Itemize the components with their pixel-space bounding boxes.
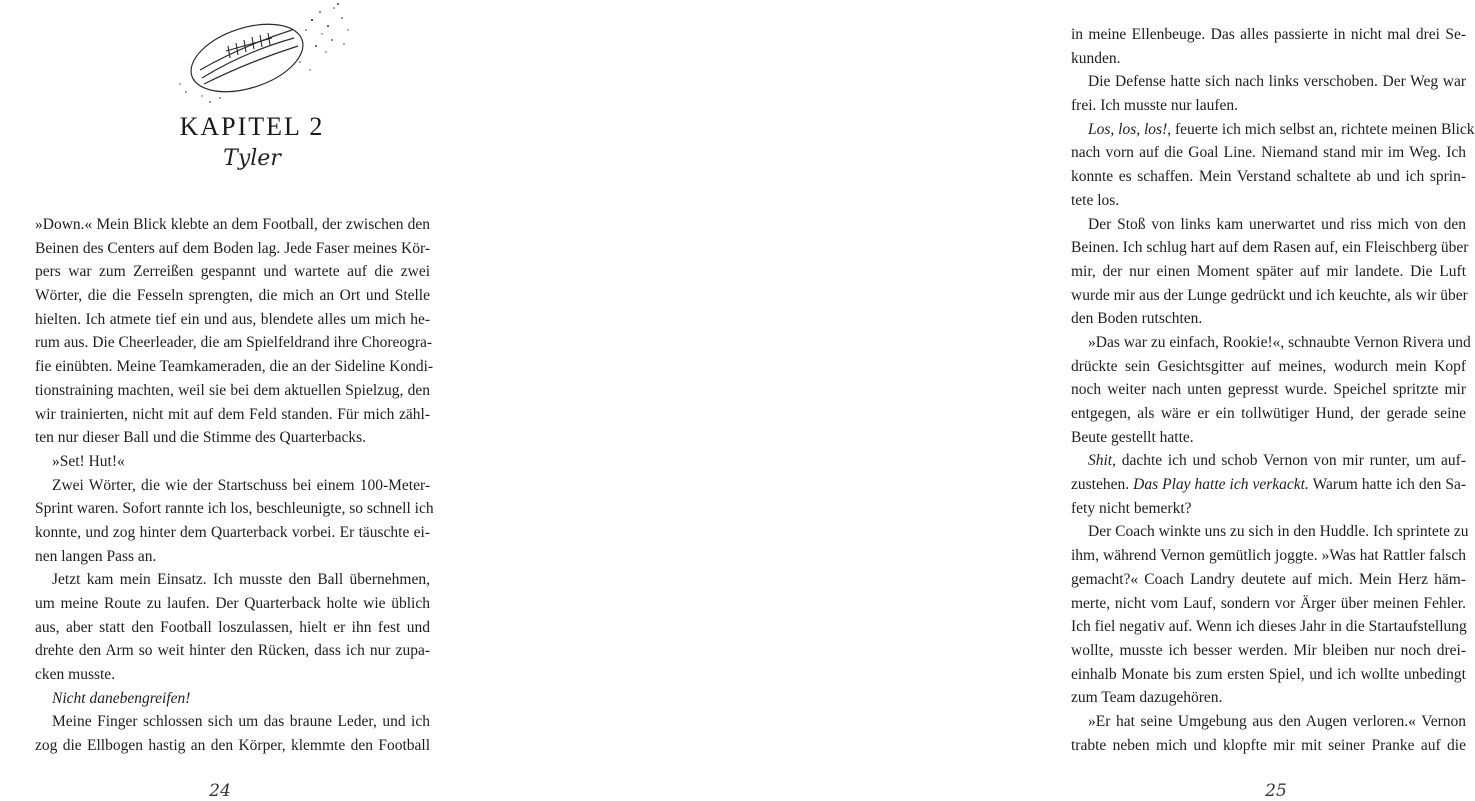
- text-run: , feuerte ich mich selbst an, richtete meinen Blick: [1167, 120, 1475, 138]
- text-line: noch weiter nach unten gepresst wurde. Speichel spritzte mir: [1071, 381, 1466, 399]
- text-line: konnte, und zog hinter dem Quarterback vorbei. Er täuschte ei-: [35, 523, 430, 541]
- text-line: mir, der nur einen Moment später auf mir landete. Die Luft: [1071, 262, 1466, 280]
- text-line: Beute gestellt hatte.: [1071, 428, 1194, 446]
- text-line: zog die Ellbogen hastig an den Körper, klemmte den Football: [35, 737, 430, 755]
- text-line: drehte den Arm so weit hinter den Rücken, dass ich nur zupa-: [35, 642, 430, 660]
- text-line: pers war zum Zerreißen gespannt und wartete auf die zwei: [35, 263, 430, 281]
- page-number: 25: [1265, 781, 1287, 801]
- text-line: gemacht?« Coach Landry deutete auf mich. Mein Herz häm-: [1071, 570, 1466, 588]
- text-line: [1071, 473, 1466, 497]
- text-line: tionstraining machten, weil sie bei dem aktuellen Spielzug, den: [35, 381, 430, 399]
- text-run: , dachte ich und schob Vernon von mir runter, um auf-: [1112, 452, 1466, 470]
- text-line: nach vorn auf die Goal Line. Niemand stand mir im Weg. Ich: [1071, 144, 1466, 162]
- text-line: Der Stoß von links kam unerwartet und riss mich von den: [1088, 215, 1466, 233]
- text-line: Meine Finger schlossen sich um das braune Leder, und ich: [52, 713, 430, 731]
- text-line: um meine Route zu laufen. Der Quarterback holte wie üblich: [35, 595, 430, 612]
- text-line: aus, aber statt den Football loszulassen, hielt er ihn fest und: [35, 618, 430, 636]
- text-run: Warum hatte ich den Sa-: [1308, 476, 1466, 494]
- left-page: [0, 0, 500, 800]
- chapter-title: KAPITEL 2: [179, 112, 325, 141]
- text-line: fie einübten. Meine Teamkameraden, die an der Sideline Kondi-: [35, 358, 434, 376]
- chapter-character-name: Tyler: [223, 146, 281, 171]
- text-line: den Boden rutschten.: [1071, 310, 1203, 328]
- text-run: zustehen.: [1071, 476, 1134, 494]
- left-page-text: [35, 213, 434, 758]
- text-line: frei. Ich musste nur laufen.: [1071, 97, 1238, 115]
- text-line: hielten. Ich atmete tief ein und aus, blendete alles um mich he-: [35, 310, 430, 328]
- text-line: wir trainierten, nicht mit auf dem Feld standen. Für mich zähl-: [35, 405, 430, 423]
- text-line: Ich fiel negativ auf. Wenn ich dieses Jahr in die Startaufstellung: [1071, 618, 1467, 636]
- text-line: Der Coach winkte uns zu sich in den Huddle. Ich sprintete zu: [1088, 523, 1469, 541]
- italic-phrase: Los, los, los!: [1088, 120, 1168, 138]
- text-line: [1071, 118, 1475, 142]
- text-line: cken musste.: [35, 666, 116, 684]
- text-line: ten nur dieser Ball und die Stimme des Quarterbacks.: [35, 429, 367, 447]
- football-illustration-icon: [172, 0, 362, 108]
- text-line: rum aus. Die Cheerleader, die am Spielfeldrand ihre Choreogra-: [35, 334, 433, 352]
- text-line: Zwei Wörter, die wie der Startschuss bei einem 100-Meter-: [52, 476, 430, 494]
- text-line: Wörter, die die Fesseln sprengten, die mich an Ort und Stelle: [35, 287, 430, 305]
- text-line: drückte sein Gesichtsgitter auf meines, wodurch mein Kopf: [1071, 357, 1466, 375]
- text-line: Beinen des Centers auf dem Boden lag. Jede Faser meines Kör-: [35, 239, 430, 257]
- chapter-header: [132, 0, 372, 200]
- text-line: in meine Ellenbeuge. Das alles passierte in nicht mal drei Se-: [1071, 26, 1466, 43]
- right-page: [500, 0, 1475, 801]
- page-number: 24: [209, 781, 231, 801]
- text-line: entgegen, als wäre er ein tollwütiger Hund, der gerade seine: [1071, 405, 1466, 422]
- text-line: nen langen Pass an.: [35, 547, 157, 565]
- text-line: zum Team dazugehören.: [1071, 689, 1223, 707]
- text-line: einhalb Monate bis zum ersten Spiel, und ich wollte unbedingt: [1071, 665, 1466, 683]
- text-line: merte, nicht vom Lauf, sondern vor Ärger über meinen Fehler.: [1071, 594, 1466, 612]
- text-line: kunden.: [1071, 49, 1121, 67]
- text-line: fety nicht bemerkt?: [1071, 499, 1192, 517]
- text-line: [1071, 449, 1466, 473]
- text-line: konnte es schaffen. Mein Verstand schaltete ab und ich sprin-: [1071, 168, 1466, 186]
- text-line: wollte, musste ich besser werden. Mir bleiben nur noch drei-: [1071, 641, 1466, 659]
- text-line: Beinen. Ich schlug hart auf dem Rasen auf, ein Fleischberg über: [1071, 239, 1469, 257]
- text-line: »Er hat seine Umgebung aus den Augen verloren.« Vernon: [1088, 712, 1466, 730]
- text-line: Jetzt kam mein Einsatz. Ich musste den Ball übernehmen,: [52, 571, 430, 589]
- italic-phrase: Shit: [1088, 452, 1113, 470]
- text-line: »Set! Hut!«: [52, 452, 125, 470]
- text-line: trabte neben mich und klopfte mir mit seiner Pranke auf die: [1071, 736, 1466, 754]
- text-line: »Down.« Mein Blick klebte an dem Football, der zwischen den: [35, 216, 430, 233]
- text-line: Nicht danebengreifen!: [52, 689, 191, 707]
- text-line: Die Defense hatte sich nach links verschoben. Der Weg war: [1088, 73, 1466, 91]
- text-line: Sprint waren. Sofort rannte ich los, beschleunigte, so schnell ich: [35, 500, 434, 518]
- text-line: »Das war zu einfach, Rookie!«, schnaubte Vernon Rivera und: [1088, 333, 1471, 351]
- text-line: wurde mir aus der Lunge gedrückt und ich keuchte, als wir über: [1071, 286, 1468, 304]
- text-line: ihm, während Vernon gemütlich joggte. »Was hat Rattler falsch: [1071, 547, 1466, 565]
- right-page-text: [1071, 23, 1475, 757]
- text-line: tete los.: [1071, 191, 1120, 209]
- italic-phrase: Das Play hatte ich verkackt.: [1133, 476, 1309, 494]
